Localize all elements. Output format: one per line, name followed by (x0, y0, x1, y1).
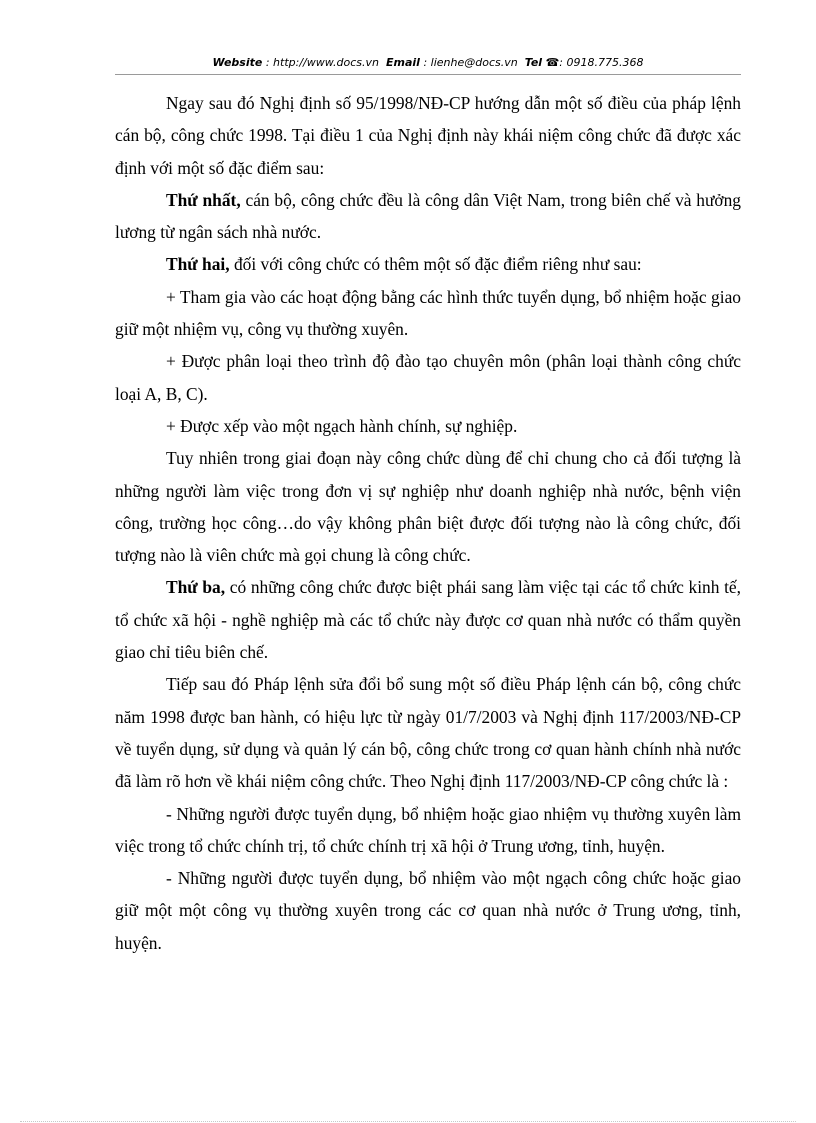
paragraph-11: - Những người được tuyển dụng, bổ nhiệm vào một ngạch công chức hoặc giao giữ một một công vụ thường xuyên trong các cơ quan nhà nước ở Trung ương, tỉnh, huyện. (115, 868, 741, 953)
paragraph-8 (115, 571, 741, 668)
page-header (115, 56, 741, 69)
website-value[interactable]: : http://www.docs.vn (265, 56, 380, 69)
footer-divider (20, 1121, 796, 1122)
paragraph-2 (115, 184, 741, 249)
header-divider (115, 74, 741, 75)
paragraph-9: Tiếp sau đó Pháp lệnh sửa đổi bổ sung một số điều Pháp lệnh cán bộ, công chức năm 1998 được ban hành, có hiệu lực từ ngày 01/7/2003 và Nghị định 117/2003/NĐ-CP về tuyển dụng, sử dụng và quản lý cán bộ, công chức trong cơ quan hành chính nhà nước đã làm rõ hơn về khái niệm công chức. Theo Nghị định 117/2003/NĐ-CP công chức là : (115, 674, 741, 792)
paragraph-5: + Được phân loại theo trình độ đào tạo chuyên môn (phân loại thành công chức loại A, B, C). (115, 351, 741, 404)
tel-value: : 0918.775.368 (559, 56, 644, 69)
paragraph-3-text: đối với công chức có thêm một số đặc điểm riêng như sau: (229, 254, 642, 275)
paragraph-8-text: có những công chức được biệt phái sang làm việc tại các tổ chức kinh tế, tổ chức xã hội - nghề nghiệp mà các tổ chức này được cơ quan nhà nước có thẩm quyền giao chỉ tiêu biên chế. (115, 577, 741, 663)
phone-icon: ☎ (545, 56, 560, 69)
paragraph-4: + Tham gia vào các hoạt động bằng các hình thức tuyển dụng, bổ nhiệm hoặc giao giữ một nhiệm vụ, công vụ thường xuyên. (115, 286, 741, 340)
paragraph-3 (115, 248, 741, 280)
tel-label: Tel (524, 56, 543, 69)
website-label: Website (212, 56, 263, 69)
paragraph-1: Ngay sau đó Nghị định số 95/1998/NĐ-CP hướng dẫn một số điều của pháp lệnh cán bộ, công chức 1998. Tại điều 1 của Nghị định này khái niệm công chức đã được xác định với một số đặc điểm sau: (115, 93, 741, 178)
paragraph-6: + Được xếp vào một ngạch hành chính, sự nghiệp. (166, 415, 518, 436)
email-value[interactable]: : lienhe@docs.vn (423, 56, 518, 69)
paragraph-2-text: cán bộ, công chức đều là công dân Việt Nam, trong biên chế và hưởng lương từ ngân sách nhà nước. (115, 189, 742, 243)
paragraph-10: - Những người được tuyển dụng, bổ nhiệm hoặc giao nhiệm vụ thường xuyên làm việc trong tổ chức chính trị, tổ chức chính trị xã hội ở Trung ương, tỉnh, huyện. (115, 803, 741, 856)
paragraph-7: Tuy nhiên trong giai đoạn này công chức dùng để chỉ chung cho cả đối tượng là những người làm việc trong đơn vị sự nghiệp như doanh nghiệp nhà nước, bệnh viện công, trường học công…do vậy không phân biệt được đối tượng nào là công chức, đối tượng nào là viên chức mà gọi chung là công chức. (115, 448, 741, 566)
email-label: Email (386, 56, 420, 69)
paragraph-8-lead: Thứ ba, (166, 577, 226, 598)
paragraph-2-lead: Thứ nhất, (166, 189, 241, 210)
paragraph-3-lead: Thứ hai, (166, 254, 230, 275)
document-body (115, 87, 741, 959)
